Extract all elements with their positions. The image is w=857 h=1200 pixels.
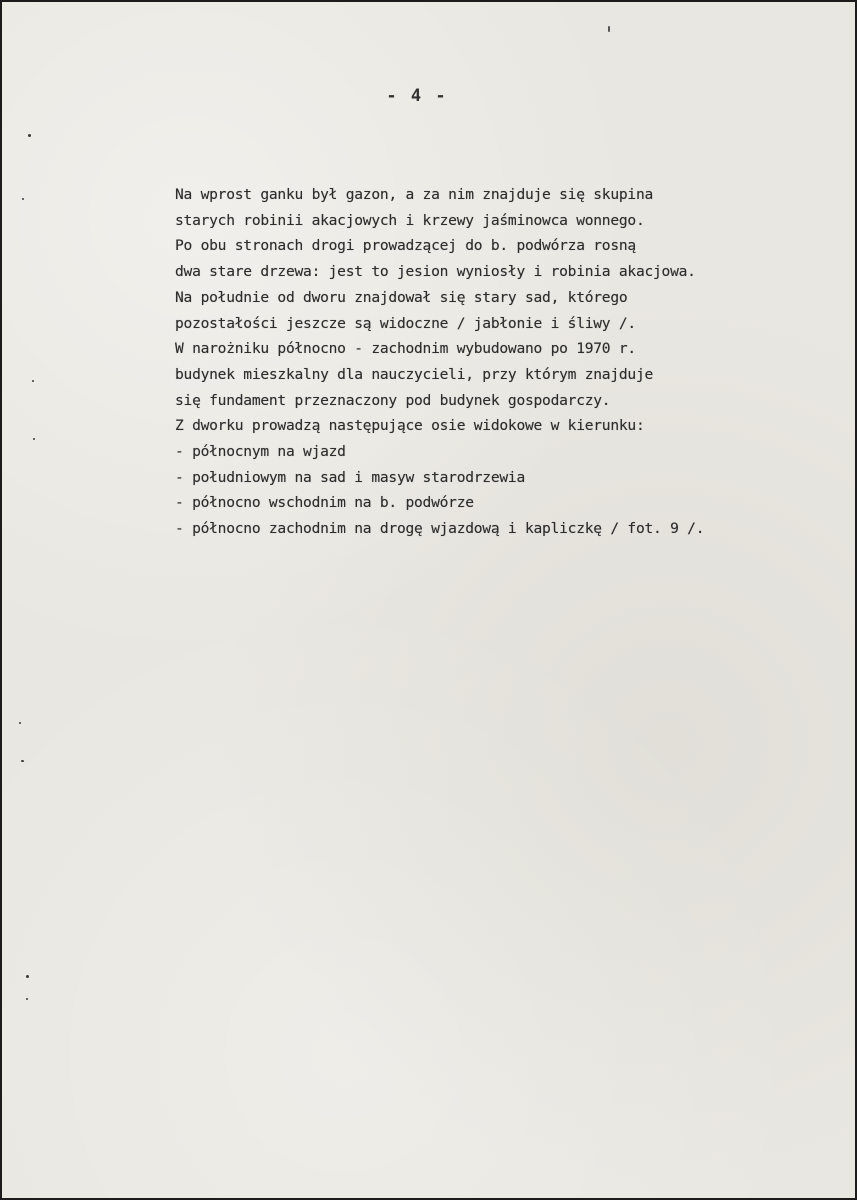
scan-speck	[26, 975, 29, 978]
text-line: Na południe od dworu znajdował się stary sad, którego	[175, 288, 628, 306]
list-item-direction: - północno wschodnim na b. podwórze	[175, 494, 474, 512]
scan-speck	[608, 26, 610, 32]
scan-speck	[32, 380, 34, 382]
text-line: W narożniku północno - zachodnim wybudowano po 1970 r.	[175, 340, 636, 358]
scan-speck	[19, 722, 21, 724]
text-line: starych robinii akacjowych i krzewy jaśminowca wonnego.	[175, 211, 645, 229]
list-item-direction: - północno zachodnim na drogę wjazdową i kapliczkę / fot. 9 /.	[175, 520, 705, 538]
scan-speck	[28, 134, 31, 137]
list-item-direction: - południowym na sad i masyw starodrzewia	[175, 468, 525, 486]
scan-speck	[21, 760, 24, 762]
text-line: się fundament przeznaczony pod budynek gospodarczy.	[175, 391, 611, 409]
scan-speck	[22, 198, 24, 200]
text-line: Na wprost ganku był gazon, a za nim znajduje się skupina	[175, 186, 654, 203]
scan-speck	[26, 998, 28, 1000]
text-line: pozostałości jeszcze są widoczne / jabłonie i śliwy /.	[175, 314, 636, 332]
scan-speck	[33, 438, 35, 440]
list-item-direction: - północnym na wjazd	[175, 443, 346, 461]
text-line: Z dworku prowadzą następujące osie widokowe w kierunku:	[175, 417, 645, 435]
text-line: budynek mieszkalny dla nauczycieli, przy którym znajduje	[175, 365, 654, 383]
text-line: dwa stare drzewa: jest to jesion wyniosły i robinia akacjowa.	[175, 263, 696, 281]
typed-text-body	[175, 182, 855, 542]
page-number: - 4 -	[386, 86, 448, 106]
text-line: Po obu stronach drogi prowadzącej do b. podwórza rosną	[175, 237, 636, 255]
